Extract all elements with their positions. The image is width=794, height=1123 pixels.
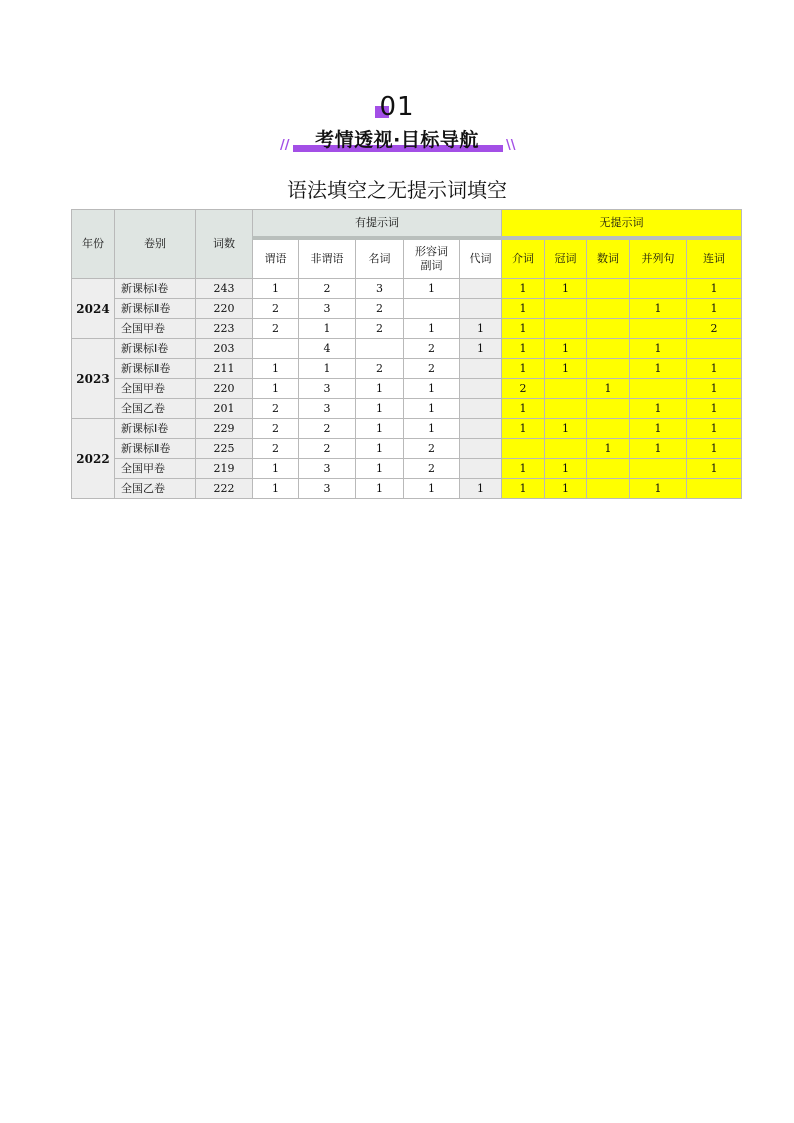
- nohint-value-cell: 1: [502, 419, 545, 439]
- nohint-value-cell: 1: [545, 479, 587, 499]
- hint-value-cell: 1: [356, 419, 404, 439]
- hint-value-cell: 2: [299, 439, 356, 459]
- nohint-value-cell: [630, 459, 687, 479]
- paper-cell: 全国甲卷: [115, 379, 196, 399]
- header-word-count: 词数: [196, 210, 253, 279]
- header-col-hint-1: 非谓语: [299, 238, 356, 279]
- header-col-nohint-1: 冠词: [545, 238, 587, 279]
- word-count-cell: 222: [196, 479, 253, 499]
- nohint-value-cell: 1: [630, 419, 687, 439]
- word-count-cell: 220: [196, 379, 253, 399]
- word-count-cell: 211: [196, 359, 253, 379]
- hint-value-cell: 1: [404, 379, 460, 399]
- nohint-value-cell: [587, 459, 630, 479]
- nohint-value-cell: [587, 279, 630, 299]
- nohint-value-cell: [630, 379, 687, 399]
- table-row: [72, 299, 742, 319]
- hint-value-cell: [460, 419, 502, 439]
- hint-value-cell: [356, 339, 404, 359]
- nohint-value-cell: [587, 359, 630, 379]
- nohint-value-cell: 1: [630, 479, 687, 499]
- hint-value-cell: 1: [253, 379, 299, 399]
- table-row: [72, 279, 742, 299]
- nohint-value-cell: 1: [630, 339, 687, 359]
- word-count-cell: 219: [196, 459, 253, 479]
- nohint-value-cell: 1: [587, 379, 630, 399]
- nohint-value-cell: [545, 399, 587, 419]
- word-count-cell: 220: [196, 299, 253, 319]
- nohint-value-cell: [545, 319, 587, 339]
- hint-value-cell: [460, 439, 502, 459]
- nohint-value-cell: 1: [687, 279, 742, 299]
- table-row: [72, 319, 742, 339]
- table-row: [72, 439, 742, 459]
- hint-value-cell: 2: [299, 279, 356, 299]
- hint-value-cell: [460, 459, 502, 479]
- hint-value-cell: 1: [404, 279, 460, 299]
- section-banner-title: 考情透视·目标导航: [315, 129, 479, 151]
- slash-decoration-right: \\: [506, 138, 516, 153]
- nohint-value-cell: [587, 299, 630, 319]
- nohint-value-cell: 1: [502, 279, 545, 299]
- nohint-value-cell: 1: [630, 299, 687, 319]
- word-count-cell: 201: [196, 399, 253, 419]
- paper-cell: 新课标Ⅰ卷: [115, 279, 196, 299]
- word-count-cell: 203: [196, 339, 253, 359]
- nohint-value-cell: 1: [687, 459, 742, 479]
- nohint-value-cell: 1: [687, 379, 742, 399]
- hint-value-cell: [460, 279, 502, 299]
- header-col-nohint-4: 连词: [687, 238, 742, 279]
- table-row: [72, 339, 742, 359]
- year-cell: 2022: [72, 419, 115, 499]
- hint-value-cell: [460, 399, 502, 419]
- paper-cell: 新课标Ⅱ卷: [115, 299, 196, 319]
- hint-value-cell: 1: [460, 339, 502, 359]
- nohint-value-cell: [545, 299, 587, 319]
- header-paper: 卷别: [115, 210, 196, 279]
- hint-value-cell: 2: [356, 359, 404, 379]
- table-row: [72, 419, 742, 439]
- hint-value-cell: 1: [356, 459, 404, 479]
- nohint-value-cell: 1: [630, 439, 687, 459]
- hint-value-cell: 1: [299, 319, 356, 339]
- header-col-nohint-3: 并列句: [630, 238, 687, 279]
- year-cell: 2024: [72, 279, 115, 339]
- hint-value-cell: 1: [253, 279, 299, 299]
- hint-value-cell: 3: [299, 299, 356, 319]
- nohint-value-cell: 1: [502, 299, 545, 319]
- hint-value-cell: 3: [299, 459, 356, 479]
- hint-value-cell: 1: [404, 319, 460, 339]
- nohint-value-cell: 1: [502, 399, 545, 419]
- nohint-value-cell: 1: [630, 399, 687, 419]
- nohint-value-cell: [502, 439, 545, 459]
- table-row: [72, 479, 742, 499]
- hint-value-cell: 1: [253, 479, 299, 499]
- paper-cell: 全国甲卷: [115, 319, 196, 339]
- hint-value-cell: 2: [253, 299, 299, 319]
- header-group-nohint: 无提示词: [502, 210, 742, 239]
- hint-value-cell: 2: [404, 359, 460, 379]
- nohint-value-cell: [587, 339, 630, 359]
- hint-value-cell: 1: [253, 359, 299, 379]
- hint-value-cell: 2: [253, 399, 299, 419]
- nohint-value-cell: [587, 399, 630, 419]
- nohint-value-cell: [630, 279, 687, 299]
- hint-value-cell: 2: [253, 419, 299, 439]
- nohint-value-cell: 1: [687, 399, 742, 419]
- nohint-value-cell: [687, 479, 742, 499]
- nohint-value-cell: 1: [502, 359, 545, 379]
- word-count-cell: 225: [196, 439, 253, 459]
- nohint-value-cell: [545, 379, 587, 399]
- slash-decoration-left: //: [280, 138, 290, 153]
- table-row: [72, 359, 742, 379]
- nohint-value-cell: 1: [545, 459, 587, 479]
- hint-value-cell: 1: [460, 319, 502, 339]
- paper-cell: 全国乙卷: [115, 479, 196, 499]
- hint-value-cell: 3: [299, 379, 356, 399]
- nohint-value-cell: [587, 319, 630, 339]
- header-col-hint-4: 代词: [460, 238, 502, 279]
- hint-value-cell: 3: [299, 479, 356, 499]
- hint-value-cell: 2: [253, 439, 299, 459]
- hint-value-cell: 2: [299, 419, 356, 439]
- year-cell: 2023: [72, 339, 115, 419]
- header-col-nohint-2: 数词: [587, 238, 630, 279]
- hint-value-cell: 1: [404, 479, 460, 499]
- table-row: [72, 399, 742, 419]
- header-col-nohint-0: 介词: [502, 238, 545, 279]
- nohint-value-cell: 1: [545, 339, 587, 359]
- hint-value-cell: 1: [356, 379, 404, 399]
- hint-value-cell: 4: [299, 339, 356, 359]
- section-number: 01: [379, 92, 415, 122]
- word-count-cell: 223: [196, 319, 253, 339]
- nohint-value-cell: [630, 319, 687, 339]
- nohint-value-cell: 2: [502, 379, 545, 399]
- exam-statistics-table: [71, 209, 742, 499]
- table-row: [72, 379, 742, 399]
- nohint-value-cell: 1: [545, 279, 587, 299]
- nohint-value-cell: 1: [502, 459, 545, 479]
- hint-value-cell: 2: [404, 439, 460, 459]
- hint-value-cell: 1: [460, 479, 502, 499]
- hint-value-cell: 1: [356, 479, 404, 499]
- paper-cell: 新课标Ⅱ卷: [115, 359, 196, 379]
- nohint-value-cell: [545, 439, 587, 459]
- nohint-value-cell: 1: [545, 359, 587, 379]
- header-group-hint: 有提示词: [253, 210, 502, 239]
- header-col-hint-3: 形容词 副词: [404, 238, 460, 279]
- nohint-value-cell: 1: [630, 359, 687, 379]
- paper-cell: 全国甲卷: [115, 459, 196, 479]
- nohint-value-cell: 1: [545, 419, 587, 439]
- paper-cell: 新课标Ⅰ卷: [115, 419, 196, 439]
- nohint-value-cell: [587, 479, 630, 499]
- table-row: [72, 459, 742, 479]
- nohint-value-cell: 1: [687, 299, 742, 319]
- hint-value-cell: 2: [356, 299, 404, 319]
- section-header: [0, 88, 794, 158]
- hint-value-cell: 1: [404, 399, 460, 419]
- hint-value-cell: 3: [356, 279, 404, 299]
- paper-cell: 新课标Ⅱ卷: [115, 439, 196, 459]
- nohint-value-cell: 1: [687, 359, 742, 379]
- hint-value-cell: [253, 339, 299, 359]
- hint-value-cell: [404, 299, 460, 319]
- header-year: 年份: [72, 210, 115, 279]
- hint-value-cell: 1: [356, 439, 404, 459]
- hint-value-cell: 2: [253, 319, 299, 339]
- nohint-value-cell: 1: [502, 479, 545, 499]
- hint-value-cell: 1: [253, 459, 299, 479]
- hint-value-cell: [460, 379, 502, 399]
- hint-value-cell: 2: [404, 339, 460, 359]
- hint-value-cell: 2: [356, 319, 404, 339]
- hint-value-cell: 3: [299, 399, 356, 419]
- header-row-groups: [72, 210, 742, 239]
- hint-value-cell: 1: [299, 359, 356, 379]
- nohint-value-cell: [587, 419, 630, 439]
- header-col-hint-2: 名词: [356, 238, 404, 279]
- nohint-value-cell: 1: [687, 419, 742, 439]
- word-count-cell: 243: [196, 279, 253, 299]
- nohint-value-cell: [687, 339, 742, 359]
- nohint-value-cell: 1: [502, 319, 545, 339]
- hint-value-cell: [460, 299, 502, 319]
- word-count-cell: 229: [196, 419, 253, 439]
- nohint-value-cell: 1: [687, 439, 742, 459]
- nohint-value-cell: 1: [587, 439, 630, 459]
- hint-value-cell: 2: [404, 459, 460, 479]
- paper-cell: 新课标Ⅰ卷: [115, 339, 196, 359]
- paper-cell: 全国乙卷: [115, 399, 196, 419]
- document-title: 语法填空之无提示词填空: [287, 178, 507, 202]
- header-col-hint-0: 谓语: [253, 238, 299, 279]
- hint-value-cell: 1: [404, 419, 460, 439]
- hint-value-cell: [460, 359, 502, 379]
- hint-value-cell: 1: [356, 399, 404, 419]
- nohint-value-cell: 1: [502, 339, 545, 359]
- nohint-value-cell: 2: [687, 319, 742, 339]
